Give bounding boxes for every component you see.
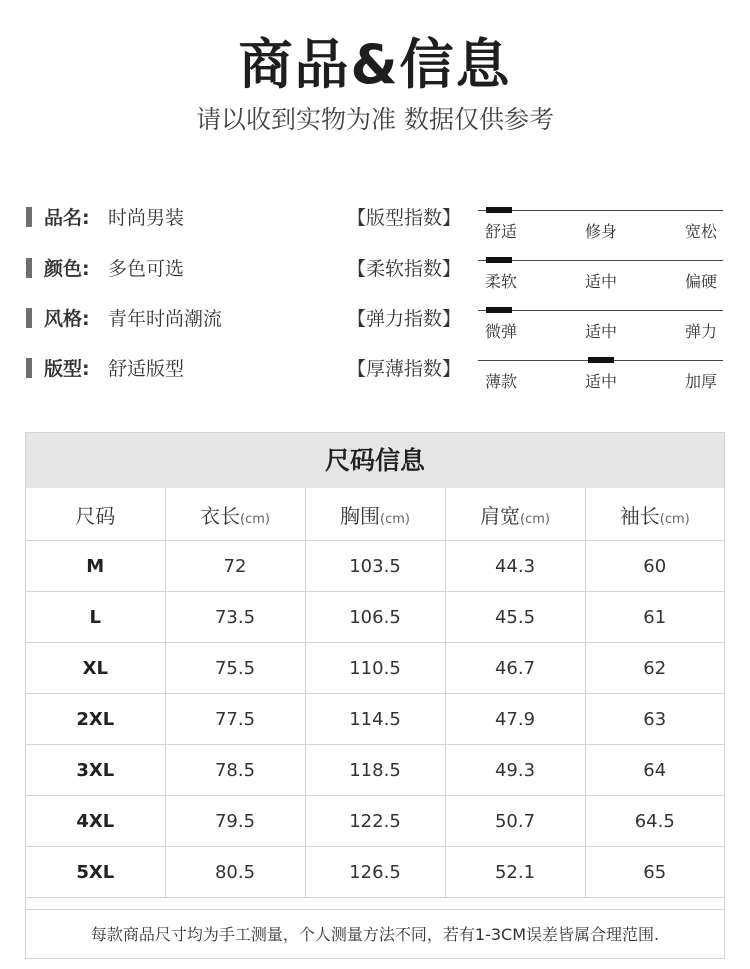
scale-option: 适中 [585,272,618,291]
table-cell: 73.5 [165,592,305,643]
info-label: 颜色: [44,258,90,280]
table-cell: 79.5 [165,796,305,847]
table-cell: 52.1 [445,847,585,898]
size-cell: 4XL [26,796,165,847]
table-cell: 47.9 [445,694,585,745]
column-header-shoulder: 肩宽(cm) [445,488,585,541]
scale-option: 加厚 [685,372,718,391]
column-header-sleeve: 袖长(cm) [585,488,724,541]
scale-option: 薄款 [485,372,518,391]
scale-option: 弹力 [685,322,718,341]
scale-option: 修身 [585,222,618,241]
table-cell: 77.5 [165,694,305,745]
scale-marker [486,207,512,213]
info-label: 品名: [44,207,90,229]
scale-option: 微弹 [485,322,518,341]
index-label-fit: 【版型指数】 [347,207,462,229]
scale-softness [478,260,728,300]
bullet-bar [26,207,32,227]
table-row [26,541,724,592]
column-header-length: 衣长(cm) [165,488,305,541]
table-cell: 63 [585,694,724,745]
scale-marker [486,257,512,263]
info-value: 时尚男装 [108,207,185,229]
table-cell: 78.5 [165,745,305,796]
table-cell: 64 [585,745,724,796]
unit-label: (cm) [240,511,270,527]
table-cell: 118.5 [305,745,445,796]
page-title: 商品&信息 [238,33,512,96]
table-cell: 44.3 [445,541,585,592]
table-cell: 50.7 [445,796,585,847]
info-value: 青年时尚潮流 [108,308,223,330]
bullet-bar [26,258,32,278]
table-cell: 80.5 [165,847,305,898]
table-cell: 46.7 [445,643,585,694]
column-header-size: 尺码 [26,488,165,541]
scale-option: 宽松 [685,222,718,241]
table-row [26,745,724,796]
table-cell: 49.3 [445,745,585,796]
scale-option: 柔软 [485,272,518,291]
table-cell: 61 [585,592,724,643]
size-table-title: 尺码信息 [26,433,724,488]
size-table [26,488,724,898]
bullet-bar [26,358,32,378]
scale-marker [588,357,614,363]
unit-label: (cm) [520,511,550,527]
scale-line [478,210,723,211]
table-cell: 103.5 [305,541,445,592]
scale-elasticity [478,310,728,350]
table-header-row [26,488,724,541]
scale-fit [478,210,728,250]
size-cell: L [26,592,165,643]
table-cell: 75.5 [165,643,305,694]
table-cell: 126.5 [305,847,445,898]
measurement-note: 每款商品尺寸均为手工测量，个人测量方法不同，若有1-3CM误差皆属合理范围. [26,909,724,960]
scale-line [478,260,723,261]
unit-label: (cm) [380,511,410,527]
table-row [26,847,724,898]
table-cell: 114.5 [305,694,445,745]
table-cell: 65 [585,847,724,898]
size-cell: M [26,541,165,592]
scale-option: 适中 [585,322,618,341]
table-cell: 64.5 [585,796,724,847]
scale-option: 适中 [585,372,618,391]
index-label-elasticity: 【弹力指数】 [347,308,462,330]
page-subtitle: 请以收到实物为准 数据仅供参考 [196,105,554,134]
table-row [26,694,724,745]
table-cell: 60 [585,541,724,592]
scale-option: 偏硬 [685,272,718,291]
table-cell: 106.5 [305,592,445,643]
size-cell: XL [26,643,165,694]
size-cell: 5XL [26,847,165,898]
size-cell: 3XL [26,745,165,796]
info-value: 多色可选 [108,258,185,280]
table-row [26,643,724,694]
table-cell: 122.5 [305,796,445,847]
scale-thickness [478,360,728,400]
table-row [26,796,724,847]
table-cell: 45.5 [445,592,585,643]
size-cell: 2XL [26,694,165,745]
table-cell: 62 [585,643,724,694]
unit-label: (cm) [659,511,690,527]
scale-option: 舒适 [485,222,518,241]
bullet-bar [26,308,32,328]
table-row [26,592,724,643]
column-header-chest: 胸围(cm) [305,488,445,541]
index-label-thickness: 【厚薄指数】 [347,358,462,380]
info-label: 版型: [44,358,90,380]
index-label-softness: 【柔软指数】 [347,258,462,280]
table-cell: 72 [165,541,305,592]
scale-line [478,310,723,311]
info-label: 风格: [44,308,90,330]
size-table-panel [25,432,725,959]
table-cell: 110.5 [305,643,445,694]
scale-marker [486,307,512,313]
info-value: 舒适版型 [108,358,185,380]
